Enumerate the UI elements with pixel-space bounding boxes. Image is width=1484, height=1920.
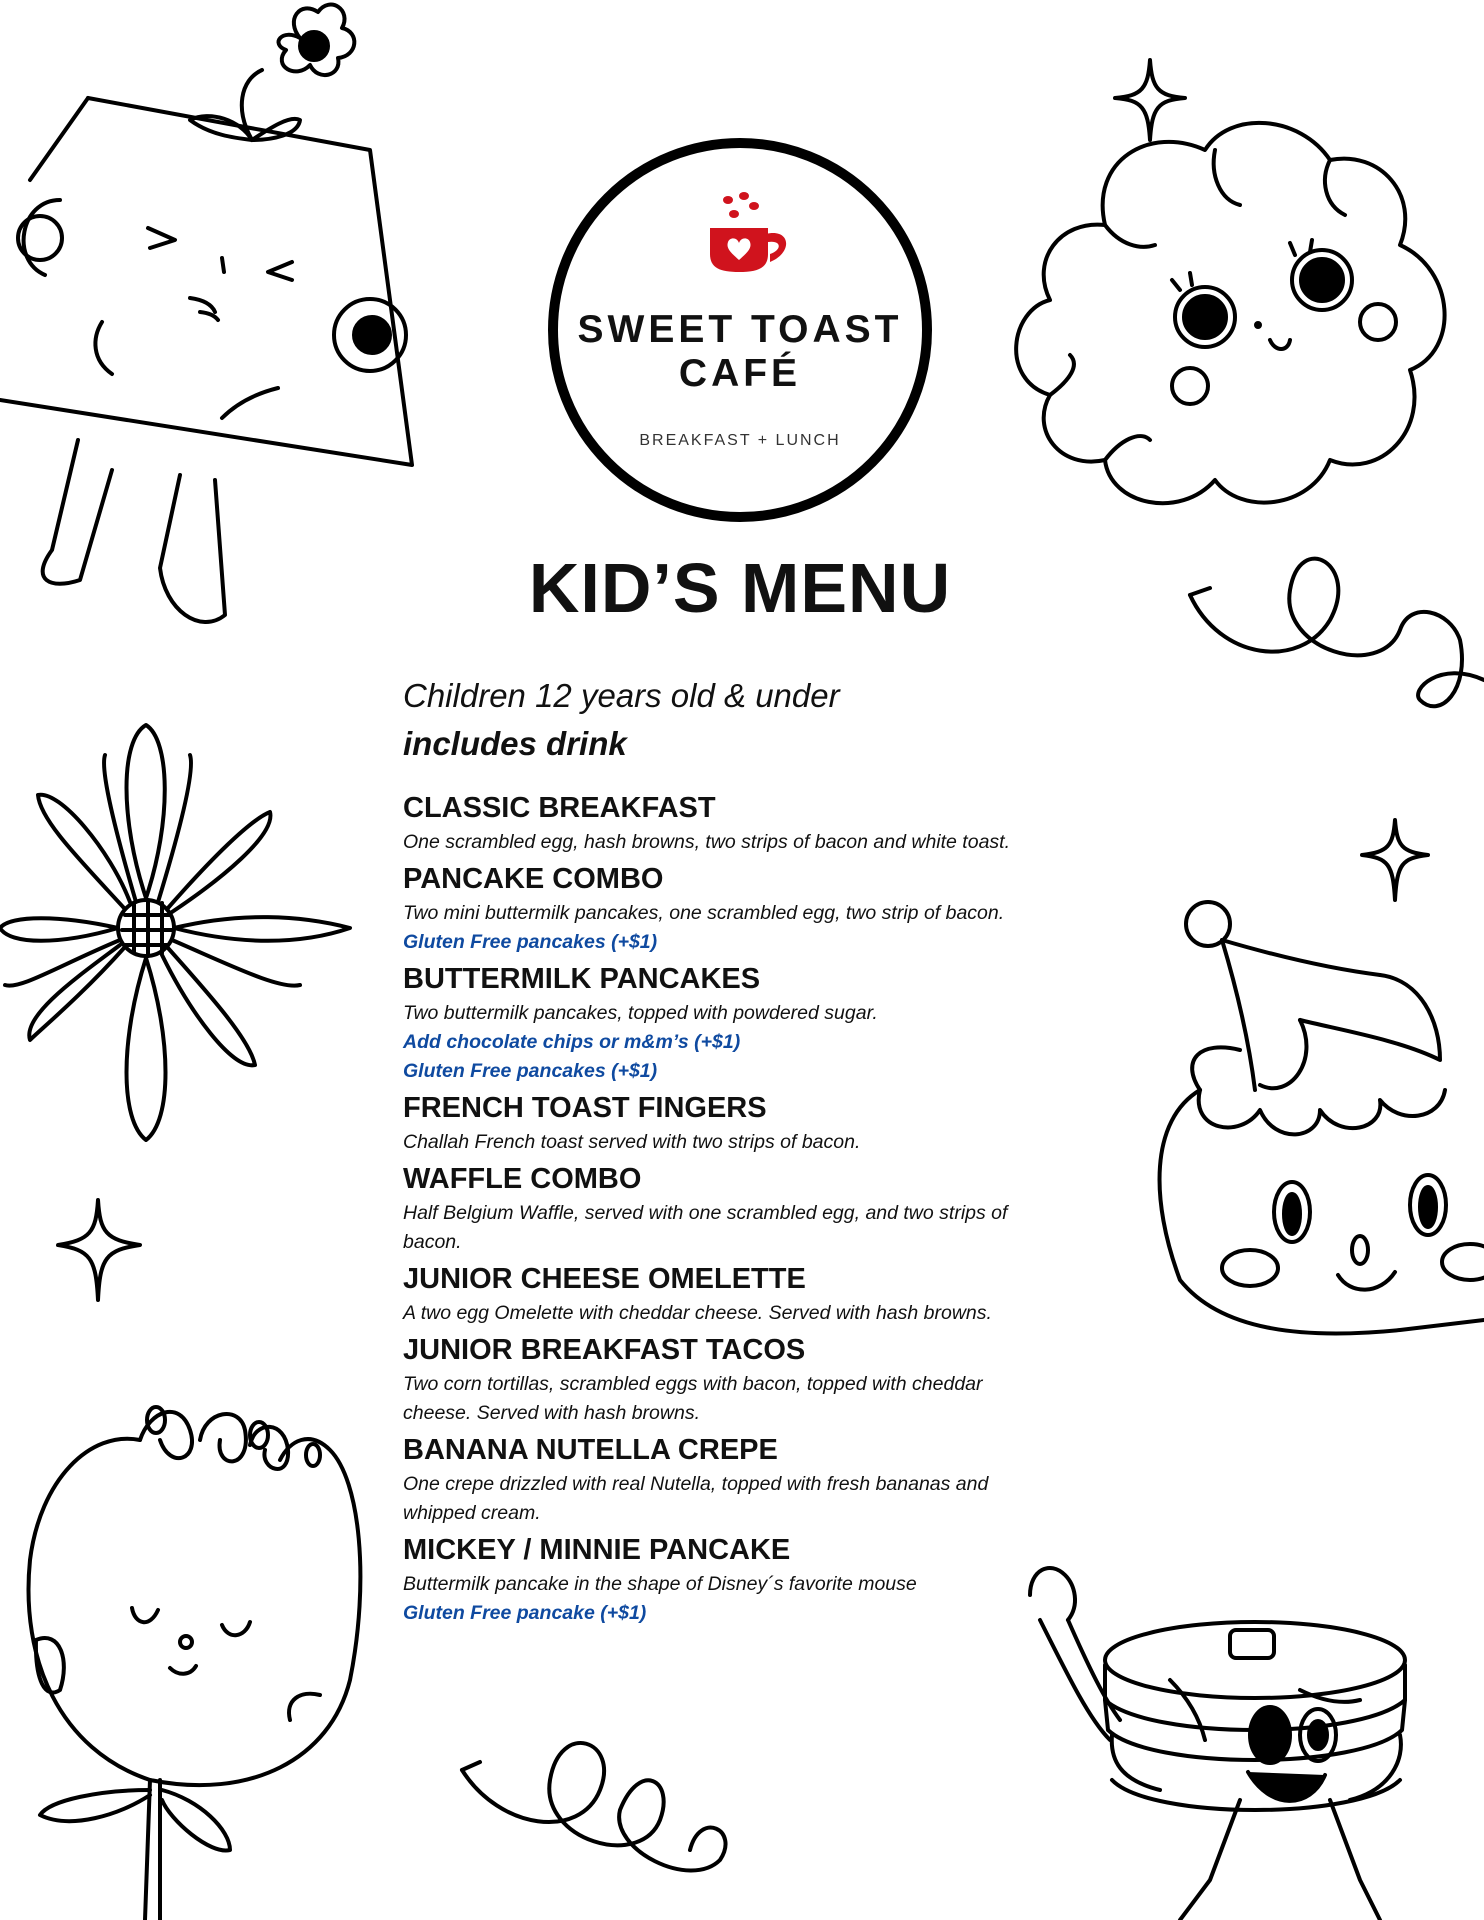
menu-item xyxy=(403,861,1053,957)
menu-item-description: One crepe drizzled with real Nutella, topped with fresh bananas and whipped cream. xyxy=(403,1473,989,1524)
menu-item xyxy=(403,1161,1053,1257)
menu-item-name: BUTTERMILK PANCAKES xyxy=(403,963,761,995)
menu-item-name: BANANA NUTELLA CREPE xyxy=(403,1434,778,1466)
toast-character-doodle xyxy=(0,5,412,622)
cafe-logo xyxy=(548,138,932,522)
menu-item-name: JUNIOR BREAKFAST TACOS xyxy=(403,1334,806,1366)
menu-item-description: Half Belgium Waffle, served with one scrambled egg, and two strips of bacon. xyxy=(403,1202,1008,1253)
menu-item-description: Two corn tortillas, scrambled eggs with bacon, topped with cheddar cheese. Served with hash browns. xyxy=(403,1373,983,1424)
menu-item xyxy=(403,1332,1053,1428)
cafe-name-line1: SWEET TOAST xyxy=(577,308,903,351)
menu-item-name: MICKEY / MINNIE PANCAKE xyxy=(403,1534,791,1566)
cafe-name-line2: CAFÉ xyxy=(678,352,802,395)
menu-list xyxy=(403,672,1053,1628)
sparkle-doodle xyxy=(1115,60,1185,140)
menu-item xyxy=(403,1532,1053,1628)
menu-item-description: One scrambled egg, hash browns, two strips of bacon and white toast. xyxy=(403,831,1010,853)
menu-item xyxy=(403,961,1053,1086)
sparkle-doodle xyxy=(58,1200,140,1300)
menu-item-addon: Add chocolate chips or m&m’s (+$1) xyxy=(403,1031,741,1053)
menu-item-description: Two mini buttermilk pancakes, one scrambled egg, two strip of bacon. xyxy=(403,902,1005,924)
menu-item xyxy=(403,1432,1053,1528)
menu-note: includes drink xyxy=(403,725,627,762)
sparkle-doodle xyxy=(1362,820,1428,900)
ribbon-doodle xyxy=(462,1743,726,1870)
menu-item-description: Two buttermilk pancakes, topped with powdered sugar. xyxy=(403,1002,878,1024)
menu-subtitle: Children 12 years old & under xyxy=(403,677,840,714)
pancake-stack-doodle xyxy=(1030,1568,1405,1920)
tulip-doodle xyxy=(29,1407,361,1920)
menu-item-description: Challah French toast served with two strips of bacon. xyxy=(403,1131,861,1153)
pancake-head-doodle xyxy=(1160,902,1484,1333)
menu-item xyxy=(403,1090,1053,1157)
menu-item-name: CLASSIC BREAKFAST xyxy=(403,792,716,824)
cloud-character-doodle xyxy=(1016,123,1444,503)
daisy-doodle xyxy=(0,725,350,1140)
menu-item xyxy=(403,790,1053,857)
menu-item-addon: Gluten Free pancakes (+$1) xyxy=(403,931,658,953)
menu-item-description: A two egg Omelette with cheddar cheese. Served with hash browns. xyxy=(403,1302,992,1324)
menu-item-name: FRENCH TOAST FINGERS xyxy=(403,1092,767,1124)
cafe-tagline: BREAKFAST + LUNCH xyxy=(639,432,841,449)
menu-item-description: Buttermilk pancake in the shape of Disney´s favorite mouse xyxy=(403,1573,917,1595)
menu-item-name: JUNIOR CHEESE OMELETTE xyxy=(403,1263,806,1295)
menu-item-addon: Gluten Free pancakes (+$1) xyxy=(403,1060,658,1082)
ribbon-doodle xyxy=(1190,559,1484,707)
menu-item xyxy=(403,1261,1053,1328)
menu-item-addon: Gluten Free pancake (+$1) xyxy=(403,1602,647,1624)
menu-title: KID’S MENU xyxy=(528,549,952,627)
menu-item-name: PANCAKE COMBO xyxy=(403,863,664,895)
coffee-cup-heart-icon xyxy=(710,192,794,272)
menu-item-name: WAFFLE COMBO xyxy=(403,1163,642,1195)
